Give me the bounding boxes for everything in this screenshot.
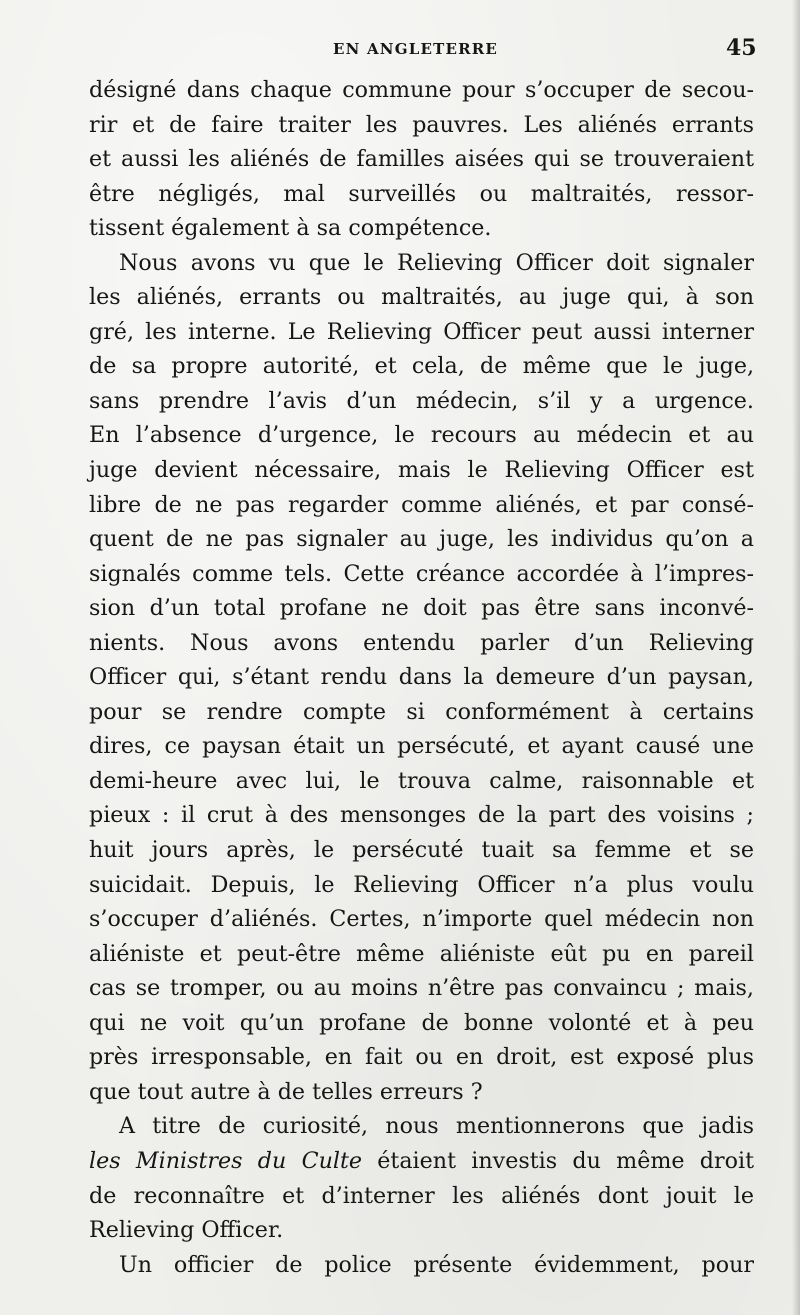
text-line: nients. Nous avons entendu parler d’un Relieving — [89, 629, 754, 656]
text-line: s’occuper d’aliénés. Certes, n’importe quel médecin non — [89, 906, 754, 933]
text-fragment: étaient investis du même droit — [362, 1147, 754, 1174]
page-number: 45 — [726, 35, 757, 61]
text-line: pieux : il crut à des mensonges de la part des voisins ; — [89, 802, 754, 829]
text-line: de reconnaître et d’interner les aliénés dont jouit le — [89, 1182, 754, 1209]
text-line: cas se tromper, ou au moins n’être pas convaincu ; mais, — [89, 975, 754, 1002]
text-line: demi-heure avec lui, le trouva calme, raisonnable et — [89, 767, 754, 794]
text-line: dires, ce paysan était un persécuté, et ayant causé une — [89, 733, 754, 760]
text-line: Relieving Officer. — [89, 1217, 284, 1244]
text-line: huit jours après, le persécuté tuait sa femme et se — [89, 837, 754, 864]
italic-phrase: les Ministres du Culte — [89, 1147, 362, 1174]
text-line-with-italic — [89, 1144, 754, 1179]
text-line: Nous avons vu que le Relieving Officer doit signaler — [119, 249, 754, 276]
text-line: Un officier de police présente évidemment, pour — [119, 1251, 754, 1278]
text-line: juge devient nécessaire, mais le Relieving Officer est — [89, 457, 754, 484]
text-line: En l’absence d’urgence, le recours au médecin et au — [89, 422, 754, 449]
text-line: de sa propre autorité, et cela, de même que le juge, — [89, 353, 754, 380]
text-line: désigné dans chaque commune pour s’occuper de secou- — [89, 77, 754, 103]
text-line: et aussi les aliénés de familles aisées qui se trouveraient — [89, 146, 754, 173]
body-text — [89, 73, 754, 1282]
text-line: être négligés, mal surveillés ou maltraités, ressor- — [89, 180, 754, 207]
text-line: que tout autre à de telles erreurs ? — [89, 1078, 483, 1105]
text-line: Officer qui, s’étant rendu dans la demeure d’un paysan, — [89, 664, 754, 691]
text-line: suicidait. Depuis, le Relieving Officer n’a plus voulu — [89, 871, 754, 898]
text-line: tissent également à sa compétence. — [89, 215, 492, 242]
text-line: qui ne voit qu’un profane de bonne volonté et à peu — [89, 1009, 754, 1036]
text-line: quent de ne pas signaler au juge, les individus qu’on a — [89, 526, 754, 553]
text-line: A titre de curiosité, nous mentionnerons que jadis — [119, 1113, 754, 1140]
text-line: rir et de faire traiter les pauvres. Les aliénés errants — [89, 111, 754, 138]
text-line: pour se rendre compte si conformément à certains — [89, 698, 754, 725]
running-head: EN ANGLETERRE — [333, 40, 499, 58]
text-line: les aliénés, errants ou maltraités, au juge qui, à son — [89, 284, 754, 311]
page-edge-shadow — [792, 0, 800, 1315]
text-line: libre de ne pas regarder comme aliénés, et par consé- — [89, 491, 754, 518]
text-line: gré, les interne. Le Relieving Officer peut aussi interner — [89, 318, 754, 345]
text-line: aliéniste et peut-être même aliéniste eût pu en pareil — [89, 940, 754, 967]
text-line: sion d’un total profane ne doit pas être sans inconvé- — [89, 595, 754, 622]
text-line: près irresponsable, en fait ou en droit, est exposé plus — [89, 1044, 754, 1071]
text-line: signalés comme tels. Cette créance accordée à l’impres- — [89, 560, 754, 587]
text-line: sans prendre l’avis d’un médecin, s’il y a urgence. — [89, 387, 754, 414]
